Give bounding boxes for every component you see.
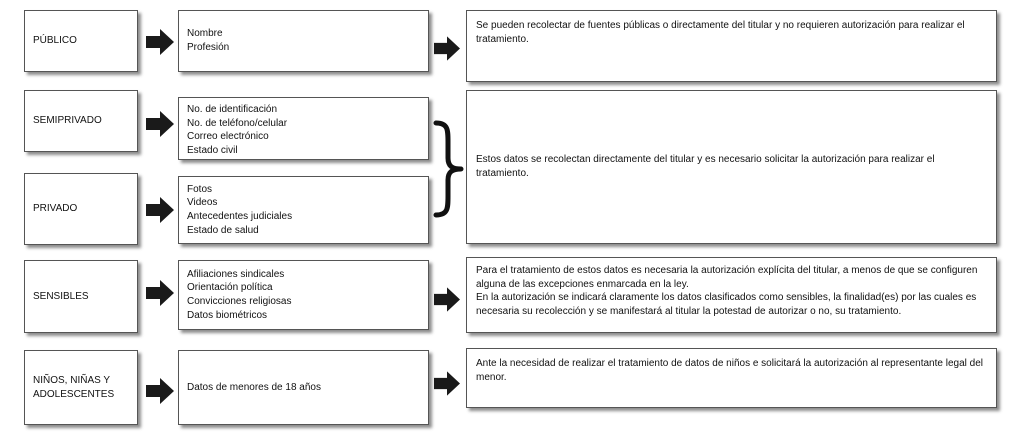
arrow-right-icon — [146, 111, 174, 137]
category-box-ninos — [24, 350, 138, 425]
item-text: Profesión — [187, 42, 230, 53]
category-label: ADOLESCENTES — [33, 388, 115, 400]
description-box-shared — [466, 90, 997, 244]
arrow-right-icon — [146, 197, 174, 223]
description-text: En la autorización se indicará claramente los datos clasificados como sensibles, la finalidad(es) por las cuales es necesaria su recolección y se manifestará al titular la potestad de autorizar o no, su tratamiento. — [476, 292, 977, 317]
item-text: Correo electrónico — [187, 131, 269, 143]
description-box-ninos — [466, 348, 997, 408]
item-text: Fotos — [187, 183, 213, 195]
arrow-right-icon — [434, 36, 460, 61]
category-box-publico — [24, 10, 138, 72]
arrow-right-icon — [434, 371, 460, 396]
item-text: No. de teléfono/celular — [187, 117, 288, 129]
arrow-right-icon — [146, 280, 174, 306]
item-text: Videos — [187, 197, 218, 209]
item-text: Nombre — [187, 28, 223, 40]
item-text: Orientación política — [187, 282, 273, 294]
item-text: Estado civil — [187, 144, 238, 156]
category-box-semiprivado — [24, 90, 138, 152]
items-box-privado — [178, 176, 429, 244]
items-box-ninos — [178, 350, 429, 425]
category-label: NIÑOS, NIÑAS Y — [33, 374, 111, 386]
item-text: Datos de menores de 18 años — [187, 381, 321, 393]
category-label: PÚBLICO — [33, 35, 77, 47]
description-text: Para el tratamiento de estos datos es necesaria la autorización explícita del titular, a menos de que se configuren alguna de las excepciones enmarcada en la ley. — [476, 265, 978, 290]
description-box-publico — [466, 10, 997, 82]
item-text: No. de identificación — [187, 104, 278, 115]
item-text: Afiliaciones sindicales — [187, 268, 285, 280]
arrow-right-icon — [434, 287, 460, 312]
description-text: Se pueden recolectar de fuentes públicas o directamente del titular y no requieren autorización para realizar el tratamiento. — [476, 20, 965, 45]
description-box-sensibles — [466, 257, 997, 333]
category-label: SENSIBLES — [33, 290, 89, 302]
category-box-sensibles — [24, 260, 138, 333]
category-box-privado — [24, 173, 138, 245]
items-box-semiprivado — [178, 97, 429, 160]
items-box-sensibles — [178, 260, 429, 330]
description-text: Ante la necesidad de realizar el tratamiento de datos de niños e solicitará la autorización al representante legal del menor. — [476, 358, 983, 383]
category-label: SEMIPRIVADO — [33, 115, 102, 127]
arrow-right-icon — [146, 378, 174, 404]
item-text: Convicciones religiosas — [187, 296, 292, 307]
description-text: Estos datos se recolectan directamente del titular y es necesario solicitar la autorización para realizar el tratamiento. — [476, 154, 935, 179]
item-text: Antecedentes judiciales — [187, 211, 293, 222]
item-text: Estado de salud — [187, 224, 259, 236]
category-label: PRIVADO — [33, 203, 78, 215]
right-brace-icon — [432, 120, 466, 218]
item-text: Datos biométricos — [187, 309, 268, 321]
arrow-right-icon — [146, 29, 174, 55]
items-box-publico — [178, 10, 429, 72]
